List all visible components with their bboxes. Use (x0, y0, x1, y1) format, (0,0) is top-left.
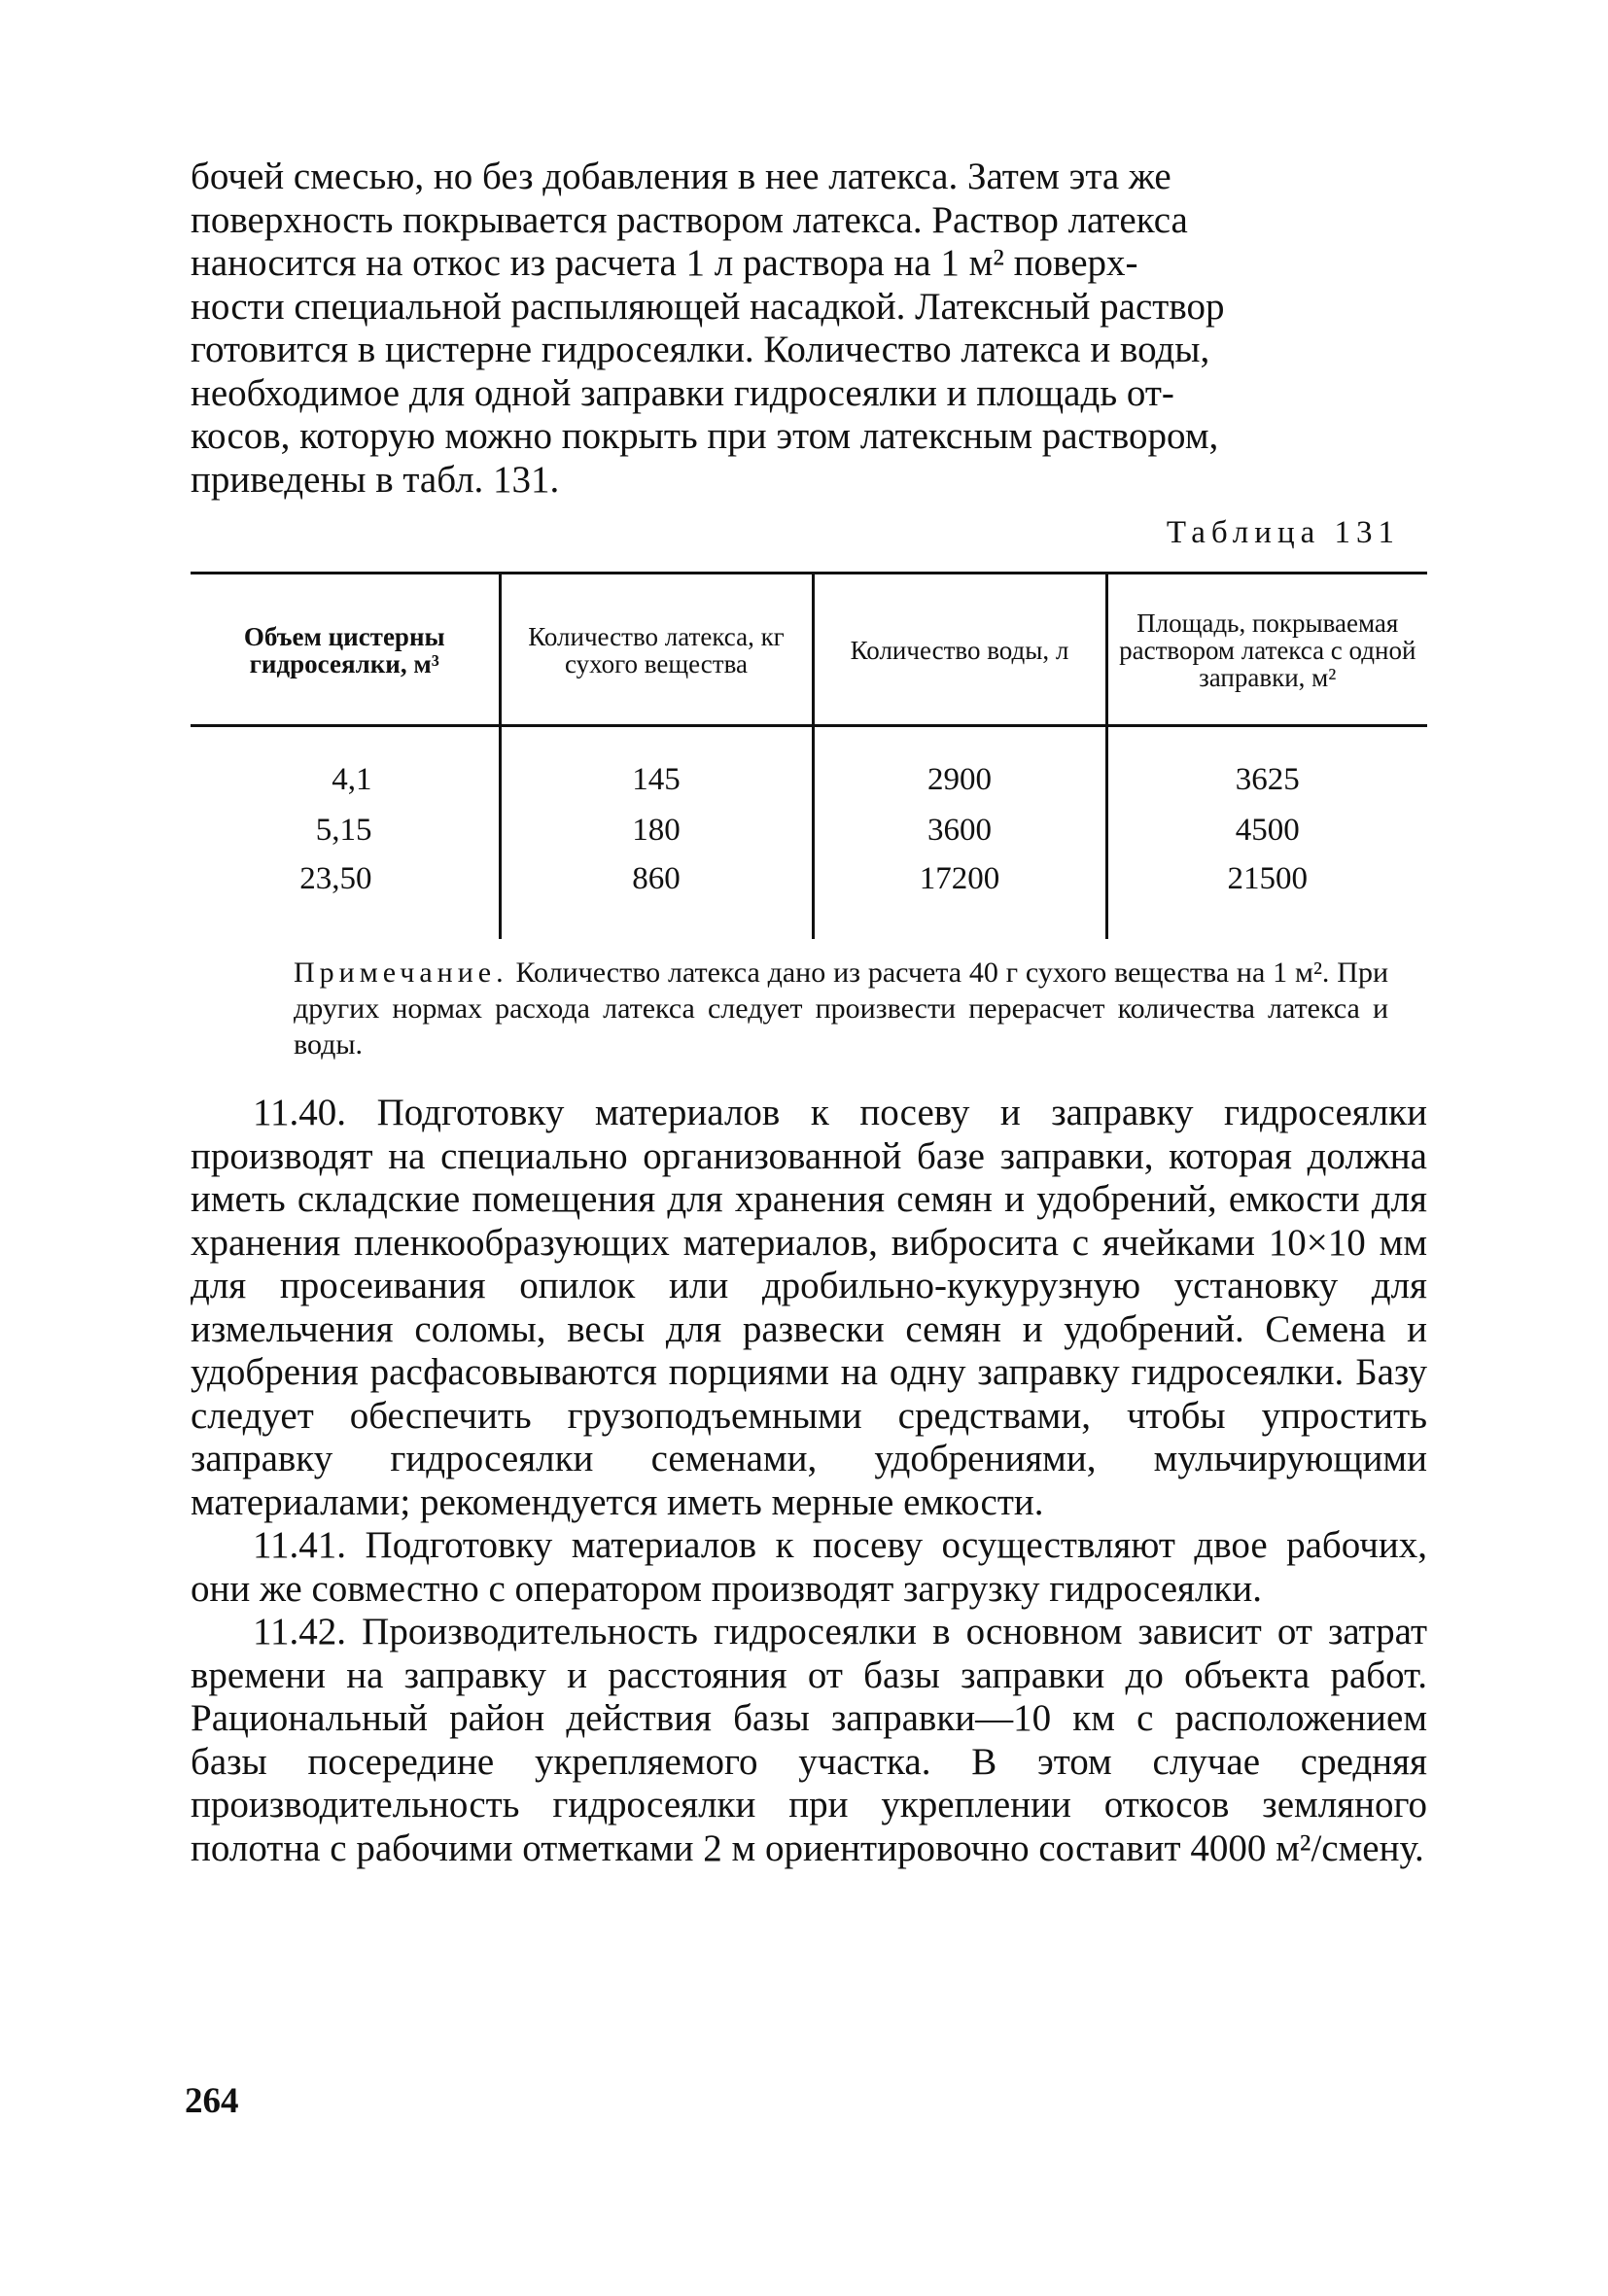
text-line: косов, которую можно покрыть при этом латексным раствором, (191, 415, 1219, 457)
note-text: Количество латекса дано из расчета 40 г сухого вещества на 1 м². При других нормах расхода латекса следует произвести перерасчет количества латекса и воды. (294, 957, 1389, 1061)
table-row (191, 805, 1427, 855)
text-line: необходимое для одной заправки гидросеялки и площадь от- (191, 371, 1174, 414)
table-cell: 21500 (1106, 855, 1427, 939)
table-cell: 4,1 (332, 761, 372, 797)
note-label: Примечание. (294, 957, 508, 989)
text-line: поверхность покрывается раствором латекса. Раствор латекса (191, 198, 1188, 241)
table-cell: 17200 (813, 855, 1106, 939)
table-cell: 23,50 (299, 861, 372, 896)
table-cell: 2900 (813, 726, 1106, 806)
table-cell: 145 (500, 726, 813, 806)
text-line: приведены в табл. 131. (191, 458, 560, 501)
text-line: наносится на откос из расчета 1 л раствора на 1 м² поверх- (191, 242, 1138, 284)
table-cell: 3600 (813, 805, 1106, 855)
table-header-row (191, 574, 1427, 726)
table-row (191, 855, 1427, 939)
section-number: 11.42. (253, 1611, 347, 1652)
section-11-41 (191, 1524, 1427, 1611)
text-line: бочей смесью, но без добавления в нее латекса. Затем эта же (191, 156, 1171, 197)
section-11-40 (191, 1092, 1427, 1524)
section-text: Подготовку материалов к посеву осуществляют двое рабочих, они же совместно с оператором производят загрузку гидросеялки. (191, 1524, 1428, 1610)
page-body (191, 156, 1427, 1870)
table-cell: 860 (500, 855, 813, 939)
header-covered-area: Площадь, покрываемая раствором латекса с одной заправки, м² (1106, 574, 1427, 726)
table-caption: Таблица 131 (1166, 515, 1400, 550)
section-text: Подготовку материалов к посеву и заправку гидросеялки производят на специально организованной базе заправки, которая должна иметь складские помещения для хранения семян и удобрений, емкости для хранения пленкообразующих материалов, вибросита с ячейками 10×10 мм для просеивания опилок или дробильно-кукурузную установку для измельчения соломы, весы для развески семян и удобрений. Семена и удобрения расфасовываются порциями на одну заправку гидросеялки. Базу следует обеспечить грузоподъемными средствами, чтобы упростить заправку гидросеялки семенами, удобрениями, мульчирующими материалами; рекомендуется иметь мерные емкости. (191, 1092, 1427, 1523)
section-number: 11.41. (253, 1524, 347, 1566)
section-text: Производительность гидросеялки в основном зависит от затрат времени на заправку и расстояния от базы заправки до объекта работ. Рациональный район действия базы заправки—10 км с расположением базы посередине укрепляемого участка. В этом случае средняя производительность гидросеялки при укреплении откосов земляного полотна с рабочими отметками 2 м ориентировочно составит 4000 м²/смену. (191, 1611, 1428, 1869)
table-cell: 180 (500, 805, 813, 855)
table-cell: 5,15 (315, 812, 372, 848)
section-number: 11.40. (253, 1092, 347, 1133)
table-row (191, 726, 1427, 806)
section-11-42 (191, 1611, 1427, 1870)
page-number: 264 (185, 2081, 239, 2121)
data-table (191, 572, 1427, 939)
paragraph-top (191, 156, 1427, 502)
table-note (294, 955, 1388, 1062)
text-line: готовится в цистерне гидросеялки. Количество латекса и воды, (191, 329, 1210, 370)
header-tank-volume: Объем цистерны гидросеялки, м³ (243, 622, 445, 678)
table-cell: 3625 (1106, 726, 1427, 806)
header-water-amount: Количество воды, л (813, 574, 1106, 726)
header-latex-amount: Количество латекса, кг сухого вещества (500, 574, 813, 726)
table-cell: 4500 (1106, 805, 1427, 855)
text-line: ности специальной распыляющей насадкой. Латексный раствор (191, 285, 1225, 328)
